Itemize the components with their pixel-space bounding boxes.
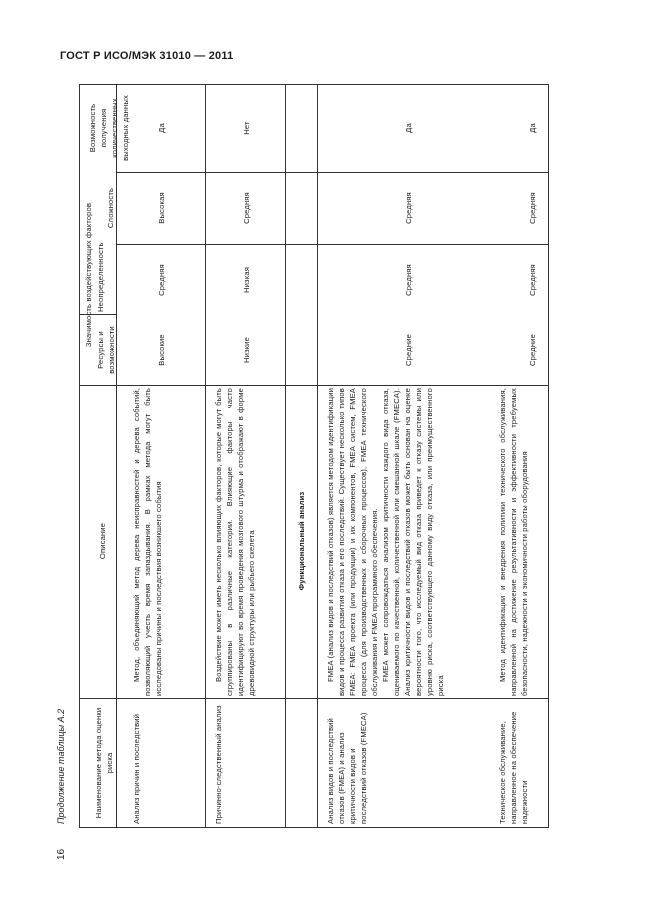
header-uncertainty: Неопределенность — [96, 242, 105, 312]
row-description — [325, 388, 446, 696]
row-complexity: Высокая — [157, 192, 166, 224]
row-uncertainty: Средняя — [528, 264, 537, 296]
table-border-top — [79, 84, 549, 85]
row-name: Причинно-следственный анализ — [214, 705, 223, 824]
row-quantitative: Нет — [242, 121, 251, 135]
table-border-left — [79, 84, 80, 828]
methods-table — [79, 84, 549, 828]
row-divider-4 — [548, 84, 549, 828]
row-divider-1 — [205, 84, 206, 828]
section-title: Функциональный анализ — [297, 491, 306, 591]
row-uncertainty: Средняя — [404, 264, 413, 296]
row-uncertainty: Средняя — [157, 264, 166, 296]
description-paragraph: FMEA (анализ видов и последствий отказов) является методом идентификации видов и процесса развития отказа и его последствий. Существует несколько типов FMEA: FMEA проекта (или продукции) и их компонентов, FMEA систем, FMEA процесса (для производственных и сборочных процессов), FMEA технического обслуживания и FMEA программного обеспечения. — [326, 388, 379, 696]
description-paragraph: FMEA может сопровождаться анализом критичности каждого вида отказа, оцениваемого по качественной, количественной или смешанной шкале (FMECA). Анализ критичности видов и последствий отказов может быть основан на оценке вероятности того, что исследуемый вид отказа приведет к отказу системы или уровню риска, соответствующего данному виду отказа, или преимущественного риска — [381, 388, 445, 696]
row-description — [131, 388, 164, 696]
row-description — [213, 388, 257, 696]
row-resources: Низкие — [242, 337, 251, 363]
row-description — [497, 388, 530, 696]
header-row-divider — [116, 84, 117, 828]
row-name: Техническое обслуживание, направленное на обеспечение надежности — [498, 711, 529, 824]
row-quantitative: Да — [157, 123, 166, 133]
continuation-label: Продолжение таблицы А.2 — [56, 708, 66, 824]
header-description: Описание — [98, 522, 107, 560]
row-complexity: Средняя — [528, 192, 537, 224]
document-header: ГОСТ Р ИСО/МЭК 31010 — 2011 — [60, 50, 234, 62]
description-paragraph: Метод, объединяющий метод дерева неисправностей и дерева событий, позволяющий учесть время запаздывания. В рамках метода могут быть исследованы причины и последствия возникшего события — [132, 388, 163, 696]
row-divider-2 — [285, 84, 286, 828]
row-resources: Высокие — [157, 334, 166, 366]
description-divider — [79, 698, 549, 699]
row-resources: Средние — [404, 334, 413, 366]
header-resources: Ресурсы и возможности — [96, 326, 116, 374]
row-complexity: Средняя — [404, 192, 413, 224]
uncertainty-complexity-divider — [116, 172, 549, 173]
row-uncertainty: Низкая — [242, 267, 251, 293]
row-complexity: Средняя — [242, 192, 251, 224]
header-quantitative: Возможность получения количественных выходных данных — [88, 95, 130, 161]
row-quantitative: Да — [404, 123, 413, 133]
header-significance-group: Значимость воздействующих факторов — [84, 202, 93, 348]
header-name: Наименование метода оценки риска — [94, 707, 114, 819]
header-complexity: Сложность — [106, 187, 115, 229]
description-paragraph: Воздействие может иметь несколько влияющих факторов, которые могут быть сгруппированы в различные категории. Влияющие факторы часто идентифицируют во время проведения мозгового штурма и отображают в форме древовидной структуры или рыбьего скелета — [214, 388, 256, 696]
row-name: Анализ видов и последствий отказов (FMEA) и анализ критичности видов и последствий отказов (FMECA) — [326, 712, 368, 824]
page-number: 16 — [56, 848, 67, 860]
resources-uncertainty-divider — [116, 244, 549, 245]
row-name: Анализ причин и последствий — [132, 713, 141, 824]
description-paragraph: Метод идентификации и внедрения политики технического обслуживания, направленной на достижение результативности и эффективности требуемых безопасности, надежности и экономичности работы оборудования — [498, 388, 529, 696]
row-resources: Средние — [528, 334, 537, 366]
row-quantitative: Да — [528, 123, 537, 133]
row-divider-3 — [317, 84, 318, 828]
header-divider — [79, 385, 549, 386]
table-border-bottom — [79, 827, 549, 828]
